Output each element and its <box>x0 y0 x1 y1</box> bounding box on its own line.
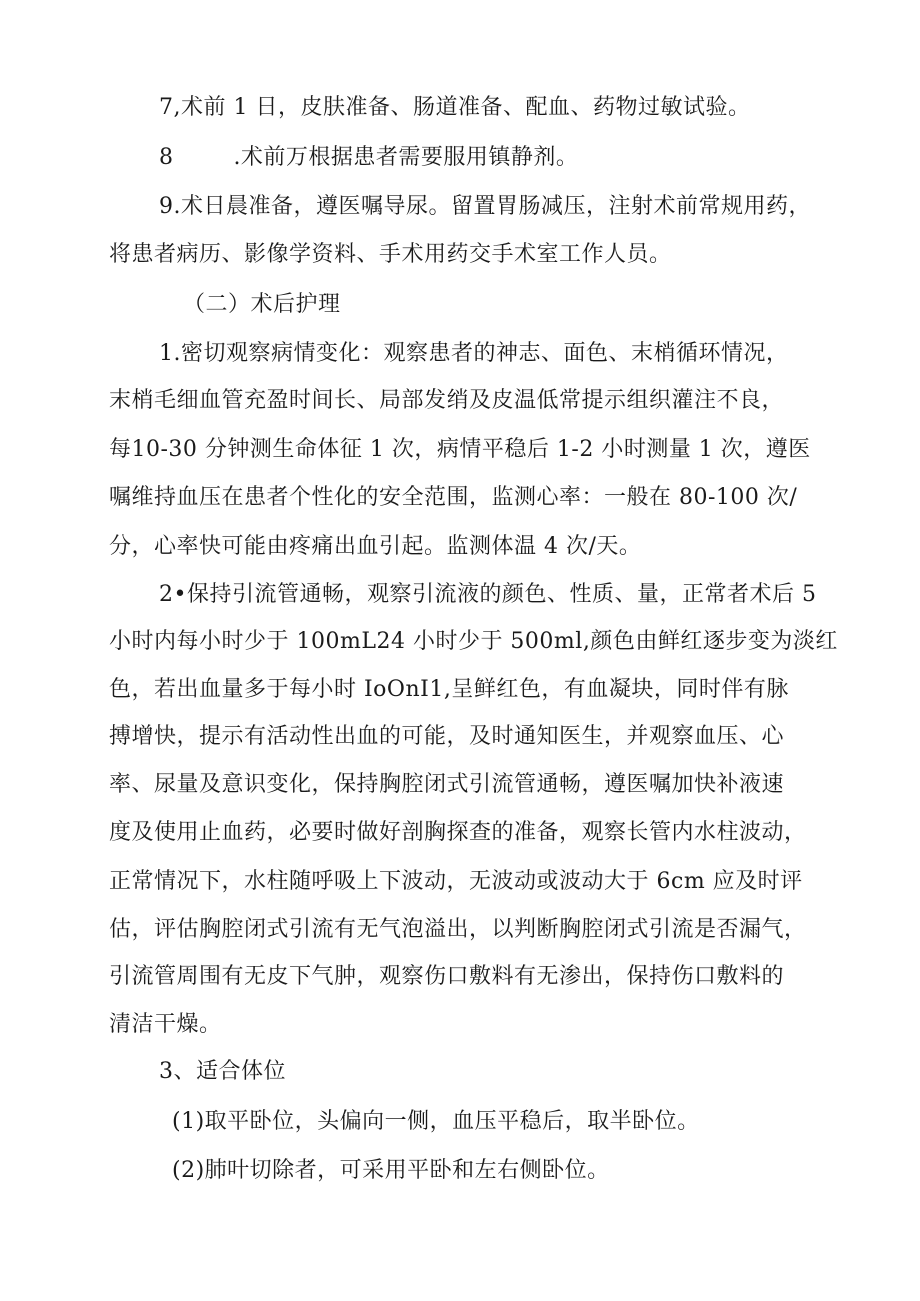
section-heading: （二）术后护理 <box>183 292 341 317</box>
paragraph-line: 度及使用止血药，必要时做好剖胸探查的准备，观察长管内水柱波动， <box>109 820 807 845</box>
paragraph-line: 正常情况下，水柱随呼吸上下波动，无波动或波动大于 6cm 应及时评 <box>109 869 803 894</box>
paragraph-line: 每10-30 分钟测生命体征 1 次，病情平稳后 1-2 小时测量 1 次，遵医 <box>109 437 811 462</box>
section-heading: 3、适合体位 <box>159 1059 286 1084</box>
paragraph-line: 估，评估胸腔闭式引流有无气泡溢出，以判断胸腔闭式引流是否漏气， <box>109 917 807 942</box>
paragraph-line: 8 .术前万根据患者需要服用镇静剂。 <box>159 145 579 170</box>
paragraph-line: 色，若出血量多于每小时 IoOnI1,呈鲜红色，有血凝块，同时伴有脉 <box>109 677 789 702</box>
paragraph-line: 末梢毛细血管充盈时间长、局部发绡及皮温低常提示组织灌注不良， <box>109 388 785 413</box>
paragraph-line: 7,术前 1 日，皮肤准备、肠道准备、配血、药物过敏试验。 <box>159 95 751 120</box>
paragraph-line: 引流管周围有无皮下气肿，观察伤口敷料有无渗出，保持伤口敷料的 <box>109 964 785 989</box>
paragraph-line: 清洁干燥。 <box>109 1012 222 1037</box>
paragraph-line: 9.术日晨准备，遵医嘱导尿。留置胃肠减压，注射术前常规用药， <box>159 194 811 219</box>
paragraph-line: 嘱维持血压在患者个性化的安全范围，监测心率：一般在 80-100 次/ <box>109 485 798 510</box>
paragraph-line: 小时内每小时少于 100mL24 小时少于 500ml,颜色由鲜红逐步变为淡红 <box>109 629 838 654</box>
paragraph-line: 2•保持引流管通畅，观察引流液的颜色、性质、量，正常者术后 5 <box>159 582 817 607</box>
list-item: (2)肺叶切除者，可采用平卧和左右侧卧位。 <box>172 1158 610 1183</box>
paragraph-line: 搏增快，提示有活动性出血的可能，及时通知医生，并观察血压、心 <box>109 724 785 749</box>
paragraph-line: 率、尿量及意识变化，保持胸腔闭式引流管通畅，遵医嘱加快补液速 <box>109 772 785 797</box>
paragraph-line: 分，心率快可能由疼痛出血引起。监测体温 4 次/天。 <box>109 534 642 559</box>
paragraph-line: 1.密切观察病情变化：观察患者的神志、面色、末梢循环情况， <box>159 341 789 366</box>
list-item: (1)取平卧位，头偏向一侧，血压平稳后，取半卧位。 <box>172 1109 700 1134</box>
paragraph-line: 将患者病历、影像学资料、手术用药交手术室工作人员。 <box>109 242 672 267</box>
